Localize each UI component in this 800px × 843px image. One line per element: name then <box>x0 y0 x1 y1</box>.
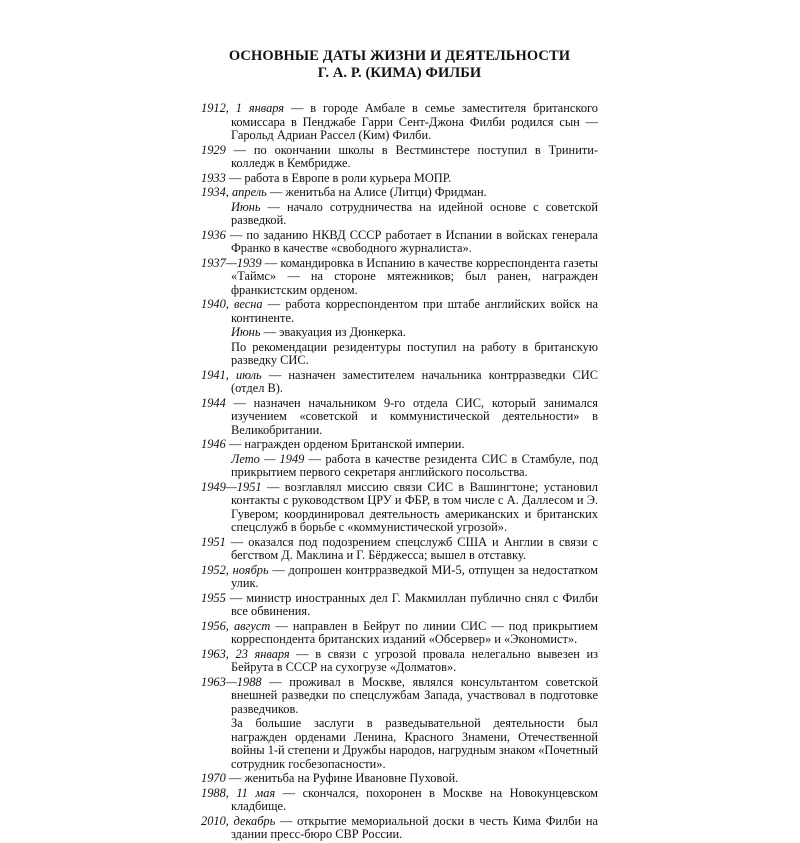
chronology-entry <box>201 481 598 535</box>
document-page <box>201 48 598 843</box>
entry-text: — работа в Европе в роли курьера МОПР. <box>225 170 452 185</box>
chronology-entry <box>201 298 598 325</box>
entry-text: — командировка в Испанию в качестве корреспондента газеты «Таймс» — на стороне мятежников; был ранен, награжден франкистским орденом. <box>231 255 598 297</box>
chronology-entry <box>201 772 598 786</box>
entry-date: 1940, весна <box>201 297 263 311</box>
entry-date: 1944 <box>201 395 226 410</box>
chronology-entry <box>201 564 598 591</box>
entry-text: — работа корреспондентом при штабе английских войск на континенте. <box>231 297 598 325</box>
chronology-entry <box>201 648 598 675</box>
entry-text: По рекомендации резидентуры поступил на работу в британскую разведку СИС. <box>231 339 598 367</box>
entry-text: — в городе Амбале в семье заместителя британского комиссара в Пенджабе Гарри Сент-Джона Филби родился сын — Гарольд Адриан Рассел (Ким) Филби. <box>231 101 598 142</box>
entry-date: 1929 <box>201 142 226 157</box>
chronology-entry <box>201 453 598 480</box>
entry-date: 2010, декабрь <box>201 813 276 828</box>
entry-text: — возглавлял миссию связи СИС в Вашингтоне; установил контакты с руководством ЦРУ и ФБР, в том числе с А. Даллесом и Э. Гувером; координировал деятельность американских и британских спецслужб в борьбе с «коммунистической угрозой». <box>231 479 598 534</box>
chronology-entry <box>201 676 598 717</box>
entry-date: Июнь <box>231 325 261 339</box>
chronology-entry <box>201 257 598 298</box>
entry-date: 1937—1939 <box>201 255 262 270</box>
chronology-entry <box>201 144 598 171</box>
page-title <box>201 48 598 82</box>
chronology-entry <box>201 172 598 186</box>
entry-date: 1934, апрель <box>201 185 267 199</box>
entry-text: — эвакуация из Дюнкерка. <box>260 325 406 339</box>
entry-text: — направлен в Бейрут по линии СИС — под прикрытием корреспондента британских изданий «Обсервер» и «Экономист». <box>231 618 598 646</box>
entry-text: — начало сотрудничества на идейной основе с советской разведкой. <box>231 199 598 227</box>
entry-date: 1955 <box>201 590 226 605</box>
entry-text: — назначен начальником 9-го отдела СИС, который занимался изучением «советской и коммунистической деятельности» в Великобритании. <box>225 395 598 437</box>
title-line-1: ОСНОВНЫЕ ДАТЫ ЖИЗНИ И ДЕЯТЕЛЬНОСТИ <box>228 48 571 64</box>
entry-date: Лето — 1949 <box>231 451 305 466</box>
entry-text: — по окончании школы в Вестминстере поступил в Тринити-колледж в Кембридже. <box>225 142 598 170</box>
entry-date: 1936 <box>201 227 226 242</box>
chronology-entry <box>201 186 598 200</box>
entry-date: 1949—1951 <box>201 479 262 494</box>
chronology-entry <box>201 592 598 619</box>
chronology-entry <box>201 438 598 452</box>
entry-date: 1952, ноябрь <box>201 562 269 577</box>
chronology-entry <box>201 326 598 340</box>
entry-date: 1970 <box>201 771 226 785</box>
entry-text: — награжден орденом Британской империи. <box>225 437 465 451</box>
entry-date: 1912, 1 января <box>201 101 285 115</box>
entry-text: — назначен заместителем начальника контрразведки СИС (отдел В). <box>231 367 598 395</box>
chronology-entry <box>201 229 598 256</box>
entry-text: — женитьба на Алисе (Литци) Фридман. <box>266 185 487 199</box>
entry-date: 1941, июль <box>201 367 262 382</box>
chronology-entry <box>201 102 598 143</box>
chronology-entry <box>201 536 598 563</box>
entry-date: 1988, 11 мая <box>201 785 276 800</box>
entry-date: Июнь <box>231 199 261 214</box>
entry-text: — проживал в Москве, являлся консультантом советской внешней разведки по спецслужбам Запада, участвовал в подготовке разведчиков. <box>231 674 598 716</box>
entry-date: 1951 <box>201 534 226 549</box>
chronology-entry <box>201 620 598 647</box>
entry-date: 1933 <box>201 170 226 185</box>
entry-date: 1963, 23 января <box>201 646 290 661</box>
entry-date: 1956, август <box>201 618 271 633</box>
entry-text: — работа в качестве резидента СИС в Стамбуле, под прикрытием первого секретаря английского посольства. <box>231 451 598 479</box>
chronology-entry <box>201 341 598 368</box>
chronology-list <box>201 102 598 842</box>
entry-text: — министр иностранных дел Г. Макмиллан публично снял с Филби все обвинения. <box>225 590 598 618</box>
chronology-entry <box>201 787 598 814</box>
entry-text: — женитьба на Руфине Ивановне Пуховой. <box>225 771 459 785</box>
chronology-entry <box>201 397 598 438</box>
entry-text: — скончался, похоронен в Москве на Новокунцевском кладбище. <box>231 785 598 813</box>
entry-text: — в связи с угрозой провала нелегально вывезен из Бейрута в СССР на сухогрузе «Долматов». <box>231 646 598 674</box>
chronology-entry <box>201 201 598 228</box>
entry-date: 1963—1988 <box>201 674 262 689</box>
entry-text: — допрошен контрразведкой МИ-5, отпущен за недостатком улик. <box>231 562 598 590</box>
chronology-entry <box>201 815 598 842</box>
chronology-entry <box>201 717 598 771</box>
entry-text: — по заданию НКВД СССР работает в Испании в войсках генерала Франко в качестве «свободного журналиста». <box>225 227 598 255</box>
entry-date: 1946 <box>201 437 226 451</box>
entry-text: — оказался под подозрением спецслужб США и Англии в связи с бегством Д. Маклина и Г. Бёрджесса; вышел в отставку. <box>225 534 598 562</box>
title-line-2: Г. А. Р. (КИМА) ФИЛБИ <box>317 65 482 81</box>
chronology-entry <box>201 369 598 396</box>
entry-text: — открытие мемориальной доски в честь Кима Филби на здании пресс-бюро СВР России. <box>231 813 598 841</box>
entry-text: За большие заслуги в разведывательной деятельности был награжден орденами Ленина, Красного Знамени, Отечественной войны 1-й степени и Дружбы народов, нагрудным знаком «Почетный сотрудник госбезопасности». <box>231 716 598 771</box>
